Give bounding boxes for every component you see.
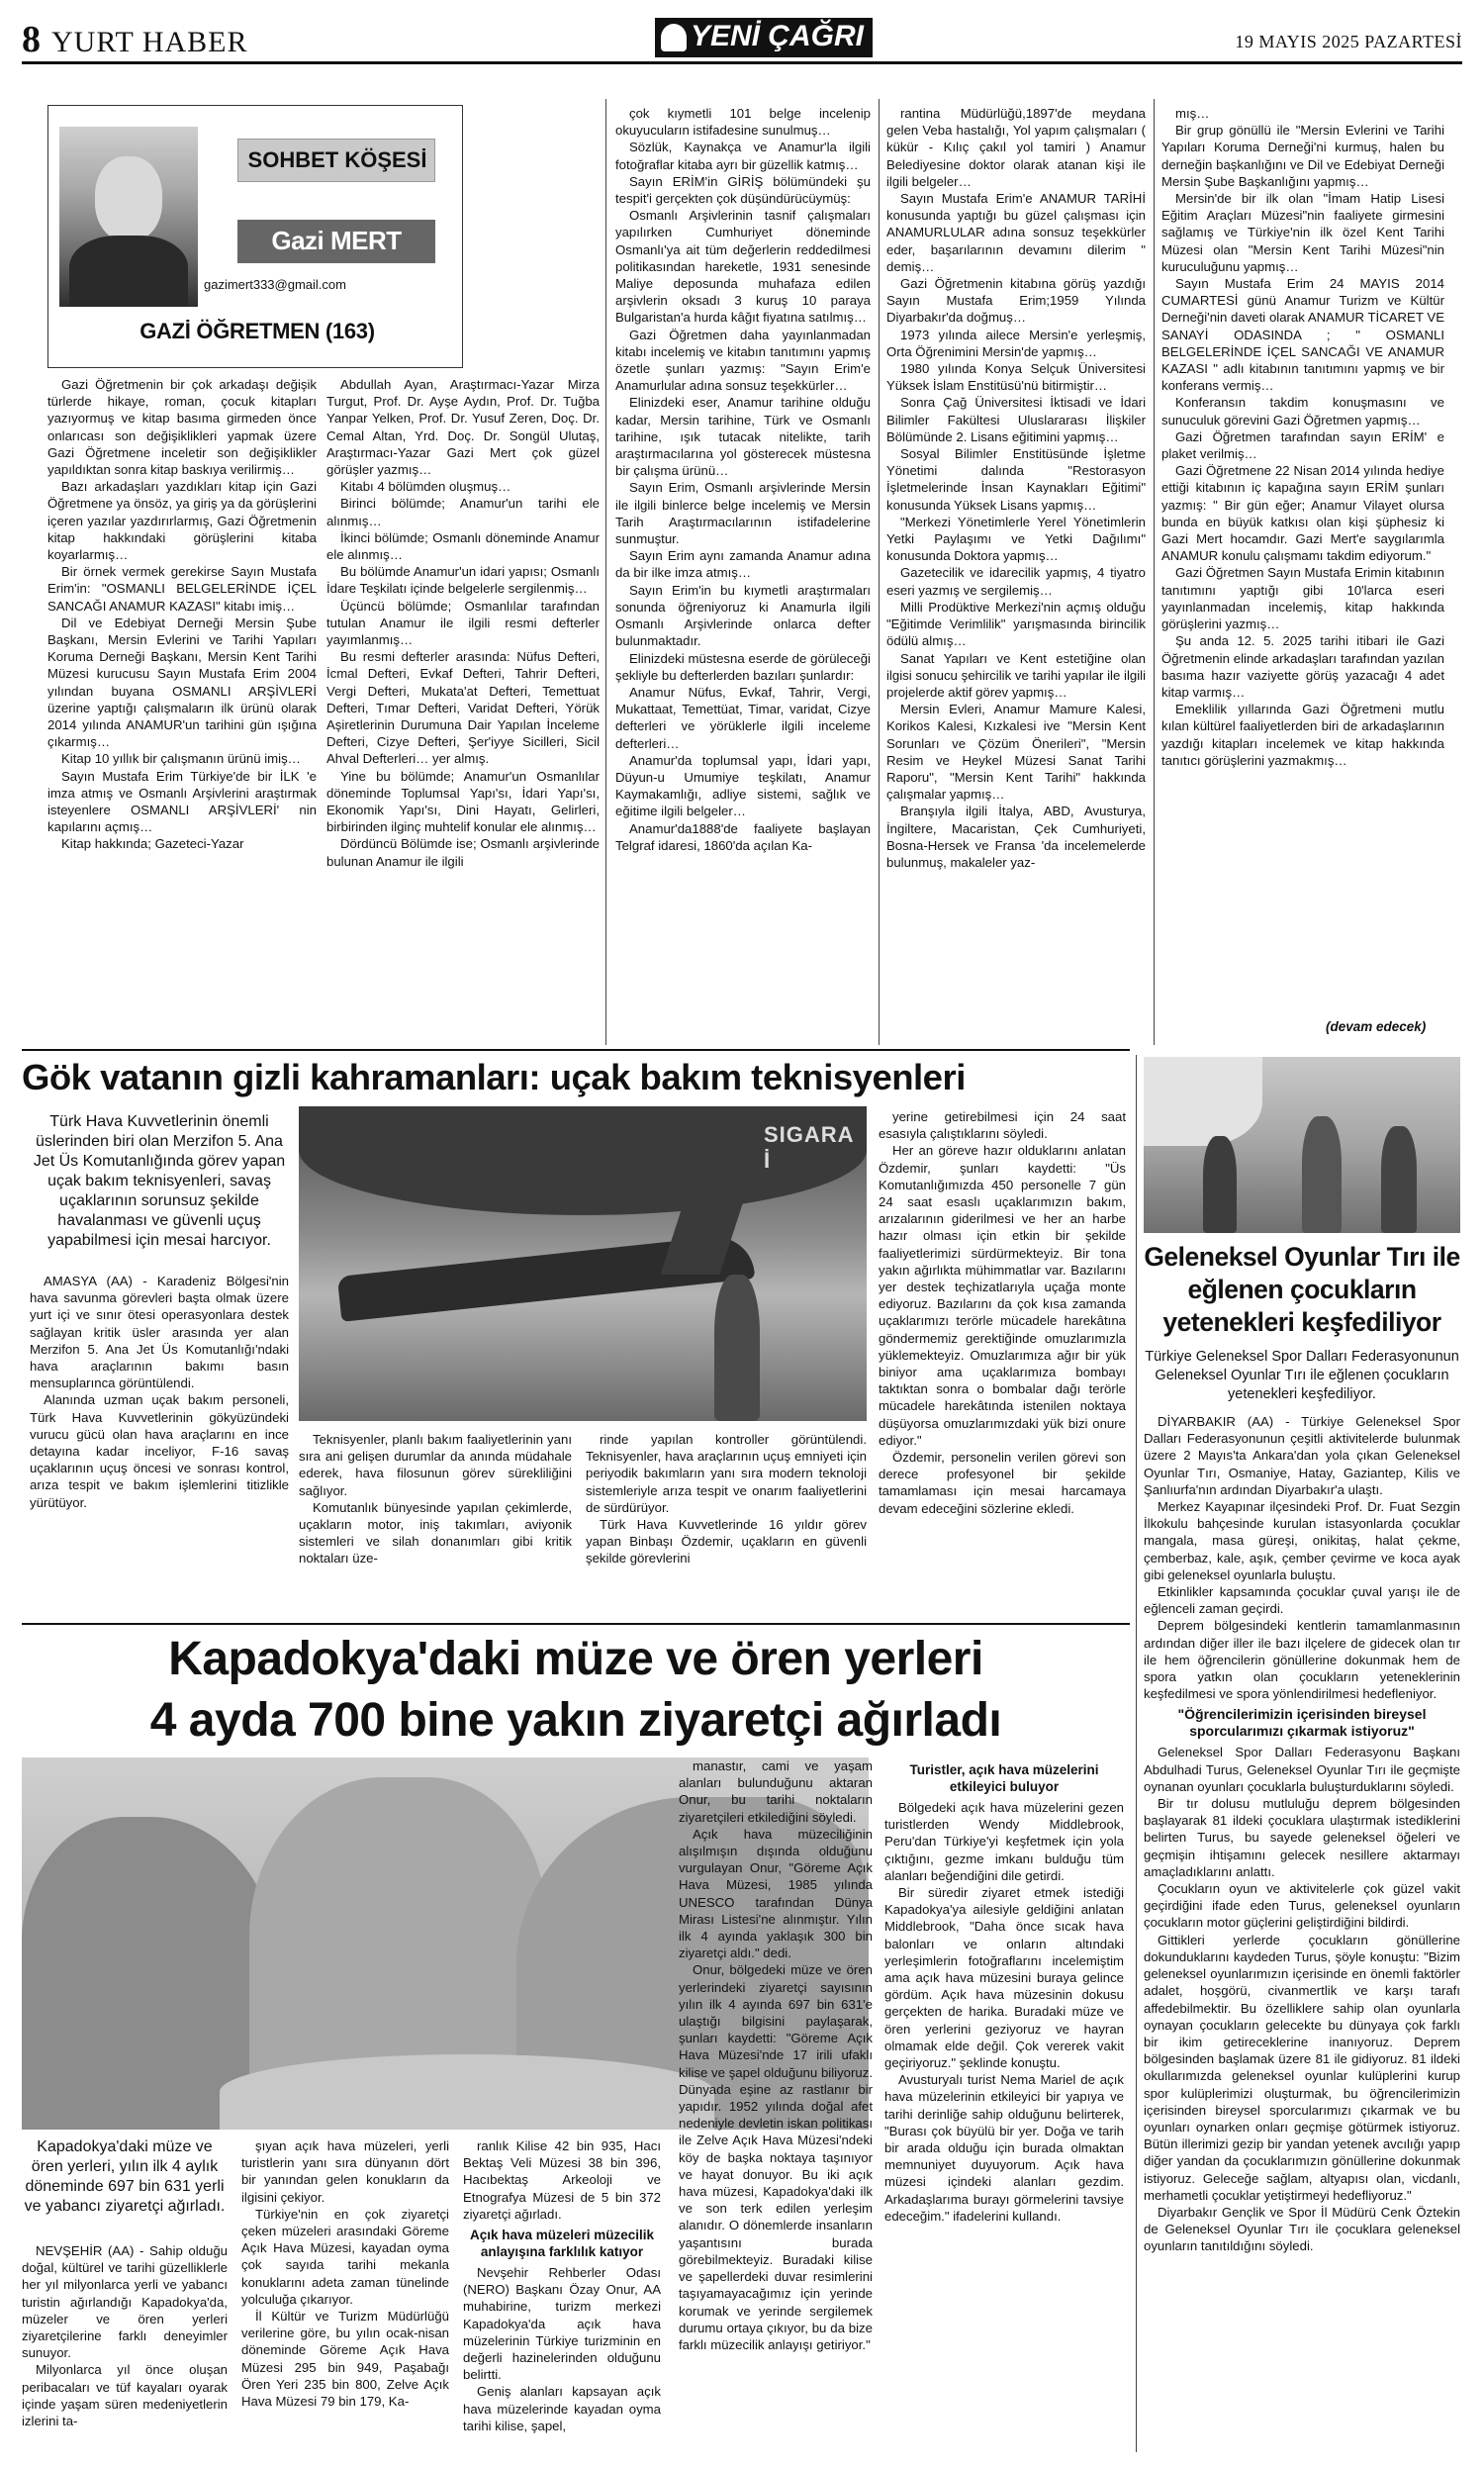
paragraph: Konferansın takdim konuşmasını ve sunuculuk görevini Gazi Öğretmen yapmış…: [1161, 395, 1444, 427]
paragraph: Geniş alanları kapsayan açık hava müzelerinde kayadan oyma tarihi kilise, şapel,: [463, 2384, 661, 2433]
paragraph: Onur, bölgedeki müze ve ören yerlerindeki ziyaretçi sayısının yılın ilk 4 ayında 697 bin 631'e ulaştığı bilgisini paylaşarak, şunları kaydetti: "Göreme Açık Hava Müzesi'nde 17 irili ufaklı kilise ve şapel olduğunu biliyoruz. Dünyada eşine az rastlanır bir yapıdır. 1952 yılında doğal afet nedeniyle devletin iskan politikası ile Zelve Açık Hava Müzesi'ndeki köy de başka noktaya taşınıyor ve hayat donuyor. Bu iki açık hava müzesi, Kapadokya'daki ilk ve son terk edilen yerleşim alanıdır. O dönemlerde insanların yaşantısını burada görebilmekteyiz. Buradaki kilise ve şapellerdeki duvar resimlerini taşıyamayacağımız için yerinde korumak ve yerinde sergilemek durumu ortaya çıkıyor, bu da bize farklı müzecilik anlayışı getiriyor.": [679, 1962, 873, 2352]
paragraph: 1980 yılında Konya Selçuk Üniversitesi Yüksek İslam Enstitüsü'nü bitirmiştir…: [886, 361, 1146, 394]
paragraph: Açık hava müzeciliğinin alışılmışın dışında olduğunu vurgulayan Onur, "Göreme Açık Hava Müzesi, 1985 yılında UNESCO tarafından Dünya Mirası Listesi'ne alınmıştır. Yılın ilk 4 ayında yaklaşık 300 bin ziyaretçi aldı." dedi.: [679, 1826, 873, 1961]
right-divider: [1136, 1055, 1137, 2452]
story1-col4: [879, 1108, 1126, 1517]
paragraph: Sonra Çağ Üniversitesi İktisadi ve İdari Bilimler Fakültesi Uluslararası İlişkiler Bölümünde 2. Lisans eğitimini yapmış…: [886, 395, 1146, 444]
paragraph: Deprem bölgesindeki kentlerin tamamlanmasının ardından diğer iller ile bazı ilçelere de gidecek olan tır ile hem öğrencilerin gönüllerine dokunmak hem de spora yatkın olan çocukların yeteneklerinin keşfedilmesi ve spora yönlendirilmesi hedefleniyor.: [1144, 1618, 1460, 1702]
story2-photo-path: [220, 2054, 714, 2130]
column-text-3: [615, 105, 871, 1041]
story1-col3: [586, 1431, 867, 1567]
story1-text-1: [30, 1273, 289, 1615]
paragraph: Emeklilik yıllarında Gazi Öğretmeni mutlu kılan kültürel faaliyetlerden biri de arkadaşlarının yazdığı kitapları incelemek ve kitap hakkında tanıtıcı görüşlerini yazmakmış…: [1161, 702, 1444, 768]
paragraph: Dördüncü Bölümde ise; Osmanlı arşivlerinde bulunan Anamur ile ilgili: [326, 836, 600, 869]
page-number: 8: [22, 19, 41, 60]
column-title: GAZİ ÖĞRETMEN (163): [139, 319, 375, 343]
story2-text-col-5: [884, 1757, 1124, 2454]
story3-photo: [1144, 1057, 1460, 1233]
paragraph: Şu anda 12. 5. 2025 tarihi itibari ile Gazi Öğretmenin elinde arkadaşları tarafından yazılan basıma hazır vaziyette görüş yazacağı 4 adet kitap varmış…: [1161, 633, 1444, 700]
story2-col1: [22, 2242, 228, 2429]
page-header: [22, 18, 1462, 61]
paragraph: Alanında uzman uçak bakım personeli, Türk Hava Kuvvetlerinin gökyüzündeki vurucu gücü olan hava araçlarını en ince detayına kadar inceliyor, F-16 savaş uçaklarının uçuş öncesi ve sonrası kontrol, arıza tespit ve bakım işlemlerini titizlikle yürütüyor.: [30, 1392, 289, 1510]
paragraph: Kitabı 4 bölümden oluşmuş…: [340, 479, 511, 495]
paragraph: Gazi Öğretmen tarafından sayın ERİM' e plaket verilmiş…: [1161, 428, 1444, 462]
paragraph: Gazi Öğretmenin kitabına görüş yazdığı Sayın Mustafa Erim;1959 Yılında Diyarbakır'da doğmuş…: [886, 276, 1146, 326]
paragraph: Gittikleri yerlerde çocukların gönüllerine dokunduklarını kaydeden Turus, şöyle konuştu: "Bizim geleneksel oyunlarımızın içerisinde en önemli faktörler adalet, hoşgörü, civanmertlik ve karşı tarafı affedebilmektir. Bu özelliklere sahip olan oyunlarla oynayan çocukların gelecekte bu dünyaya çok farklı bir ikim getireceklerine inanıyoruz. Deprem bölgesinden başlamak üzere 81 ile gidiyoruz. 81 ildeki okullarımızda geleneksel oyunlar kulüplerini kurup spor kulüplerimizi oluşturmak, bu öğrencilerimizin içerisinden bireysel sporcularımızı çıkarmak ve bu oyunları oynarken onları geçmişe götürmek istiyoruz. Bütün illerimizi gezip bir yandan yetenek avcılığı yapıp diğer yandan da çocuklarımızın gönüllerine dokunmak istiyoruz. Geleceğe sağlam, altyapısı olan, vicdanlı, merhametli çocuklar yetiştirmeyi hedefliyoruz.": [1144, 1932, 1460, 2203]
paragraph: Bir grup gönüllü ile "Mersin Evlerini ve Tarihi Yapıları Koruma Derneği'ni kurmuş, halen bu derneğin başkanlığını ve Dil ve Edebiyat Derneği Mersin Şube Başkanlığını yapmış…: [1161, 123, 1444, 189]
column-continued: (devam edecek): [1326, 1019, 1427, 1034]
author-photo-body: [69, 236, 188, 307]
paragraph: Sayın Mustafa Erim Türkiye'de bir İLK 'e imza atmış ve Osmanlı Arşivlerini araştırmak isteyenlere OSMANLI ARŞİVLERİ' nin kapılarını açmış…: [47, 768, 317, 835]
story1-headline: Gök vatanın gizli kahramanları: uçak bakım teknisyenleri: [22, 1057, 966, 1097]
paragraph: manastır, cami ve yaşam alanları bulunduğunu aktaran Onur, bu tarihi noktaların ziyaretçileri etkilediğini söyledi.: [679, 1758, 873, 1825]
paragraph: Branşıyla ilgili İtalya, ABD, Avusturya, İngiltere, Macaristan, Çek Cumhuriyeti, Bosna-Hersek ve Fransa 'da incelemelerde bulunmuş, makaleler yaz-: [886, 804, 1146, 870]
story3-text-1: [1144, 1413, 1460, 2452]
paragraph: Gazi Öğretmene 22 Nisan 2014 yılında hediye ettiği kitabının iç kapağına sayın ERİM şunları yazmış: " Bir gün eğer; Anamur Vilayet olursa bunda en büyük katkısı olan kişi şüphesiz ki Gazi Mert hocamdır. Gazi Mert'e saygılarımla ANAMUR konulu çalışmamı takdim ediyorum.": [1161, 463, 1444, 564]
paragraph: Geleneksel Spor Dalları Federasyonu Başkanı Abdulhadi Turus, Geleneksel Oyunlar Tırı ile geçmişte oynanan oyunları çocuklarla buluşturduklarını söyledi.: [1144, 1745, 1460, 1794]
paragraph: Bir örnek vermek gerekirse Sayın Mustafa Erim'in: "OSMANLI BELGELERİNDE İÇEL SANCAĞI ANAMUR KAZASI" kitabı imiş…: [47, 564, 317, 614]
paragraph: İkinci bölümde; Osmanlı döneminde Anamur ele alınmış…: [326, 529, 600, 563]
paragraph: Diyarbakır Gençlik ve Spor İl Müdürü Cenk Öztekin de Geleneksel Oyunlar Tırı ile çocuklara geleneksel oyunların tanıtıldığını söyledi.: [1144, 2204, 1460, 2254]
paragraph: NEVŞEHİR (AA) - Sahip olduğu doğal, kültürel ve tarihi güzelliklerle her yıl milyonlarca yerli ve yabancı turistin ağırlandığı Kapadokya'da, müzeler ve ören yerleri ziyaretçilerine farklı deneyimler sunuyor.: [22, 2243, 228, 2361]
story2-text-col-4: [679, 1757, 873, 2454]
column-author-text: Gazi MERT: [271, 226, 402, 255]
column-kicker-text: SOHBET KÖŞESİ: [247, 147, 427, 172]
story1-photo-technician: [714, 1275, 760, 1421]
story2-lede: Kapadokya'daki müze ve ören yerleri, yılın ilk 4 aylık döneminde 697 bin 631 yerli ve yabancı ziyaretçi ağırladı.: [24, 2138, 226, 2215]
author-photo-face: [95, 156, 162, 241]
paragraph: Mersin'de bir ilk olan "İmam Hatip Lisesi Eğitim Araçları Müzesi"nin faaliyete girmesini sağlamış ve Türkiye'nin ilk özel Kent Tarihi Müzesi olan "Mersin Kent Tarihi Müzesi"nin kuruculuğunu yapmış…: [1161, 191, 1444, 274]
paragraph: Üçüncü bölümde; Osmanlılar tarafından tutulan Anamur ile ilgili resmi defterler yayımlanmış…: [326, 598, 600, 648]
paragraph: Kitap hakkında; Gazeteci-Yazar: [61, 836, 244, 852]
paragraph: Komutanlık bünyesinde yapılan çekimlerde, uçakların motor, iniş takımları, aviyonik sistemleri ve silah donanımları gibi kritik noktaları üze-: [299, 1499, 572, 1566]
story3-photo-tent: [1144, 1057, 1262, 1146]
paragraph: Sayın ERİM'in GİRİŞ bölümündeki şu tespit'i gerçekten çok düşündürücüymüş:: [615, 173, 871, 207]
paragraph: Sözlük, Kaynakça ve Anamur'la ilgili fotoğraflar kitaba ayrı bir güzellik katmış…: [615, 140, 871, 172]
paragraph: Bir tır dolusu mutluluğu deprem bölgesinden başlayarak 81 ildeki çocuklara ulaştırmak istediklerini belirten Turus, bu sayede geleneksel öğeleri ve geçmişin ihtişamını gelecek nesillere aktarmayı amaçladıklarını anlattı.: [1144, 1796, 1460, 1879]
story3-photo-child-2: [1302, 1116, 1342, 1233]
story3-photo-child-3: [1381, 1126, 1417, 1233]
paragraph: Kitap 10 yıllık bir çalışmanın ürünü imiş…: [61, 751, 301, 767]
paragraph: Anamur'da toplumsal yapı, İdari yapı, Düyun-u Umumiye teşkilatı, Anamur Kaymakamlığı, adliye sistemi, sağlık ve eğitime ilgili belgeler…: [615, 752, 871, 819]
story2-col4: [679, 1757, 873, 2353]
story1-text-2: [299, 1431, 572, 1619]
story3-photo-child-1: [1203, 1136, 1237, 1233]
paragraph: Gazi Öğretmen Sayın Mustafa Erimin kitabının tanıtımını yaptığı gibi 10'larca eseri yayınlanmadan incelemiş, kitap hakkında görüşlerini yazmış…: [1161, 565, 1444, 632]
story1-text-3: [586, 1431, 867, 1619]
paragraph: Sayın Mustafa Erim'e ANAMUR TARİHİ konusunda yaptığı bu güzel çalışması için ANAMURLULAR adına sonsuz teşekkürler eder, başarılarının devamını dilerim " demiş…: [886, 191, 1146, 274]
paragraph: Yine bu bölümde; Anamur'un Osmanlılar döneminde Toplumsal Yapı'sı, İdari Yapı'sı, Ekonomik Yapı'sı, Dini Hayatı, Gelirleri, birbirinden ilginç muhtelif konular ele alınmış…: [326, 768, 600, 835]
paragraph: Milyonlarca yıl önce oluşan peribacaları ve tüf kayaları oyarak içinde yaşam süren medeniyetlerin izlerini ta-: [22, 2362, 228, 2429]
paragraph: DİYARBAKIR (AA) - Türkiye Geleneksel Spor Dalları Federasyonunun çeşitli aktivitelerde bulunmak üzere 2 Mayıs'ta Ankara'dan yola çıkan Geleneksel Oyunlar Tırı, Osmaniye, Hatay, Gaziantep, Kilis ve Şanlıurfa'nın ardından Diyarbakır'a ulaştı.: [1144, 1414, 1460, 1497]
column-divider-3: [1154, 99, 1155, 1045]
paragraph: Bu resmi defterler arasında: Nüfus Defteri, İcmal Defteri, Evkaf Defteri, Tahrir Defteri, Vergi Defteri, Mukata'at Defteri, Temettuat Defteri, Tımar Defteri, Varidat Defteri, Yörük Aşiretlerinin Durumuna Dair Yapılan İnceleme Defteri, Cizye Defteri, Şer'iyye Sicilleri, Sicil Ahval Defterleri… yer almış.: [326, 649, 600, 767]
paragraph: İl Kültür ve Turizm Müdürlüğü verilerine göre, bu yılın ocak-nisan döneminde Göreme Açık Hava Müzesi 295 bin 949, Paşabağı Ören Yeri 235 bin 800, Zelve Açık Hava Müzesi 79 bin 179, Ka-: [241, 2309, 449, 2410]
paragraph: Osmanlı Arşivlerinin tasnif çalışmaları yapılırken Cumhuriyet döneminde Osmanlı'ya ait tüm değerlerin reddedilmesi politikasından hareketle, 1931 senesinde Maliye deposunda muhafaza edilen arşivlerin oksadı 3 kuruş 10 paraya Bulgaristan'a hurda kâğıt fiyatına satılmış…: [615, 208, 871, 326]
paragraph: Her an göreve hazır olduklarını anlatan Özdemir, şunları kaydetti: "Üs Komutanlığımızda 450 personelle 7 gün 24 saat esaslı uçaklarımızın bakım, arızalarının giderilmesi ve her an harbe hazır olması için etkin bir şekilde faaliyetlerimizi sürdürmekteyiz. Bir tona yakın ağırlıkta mühimmatlar var. Bazılarını yer destek teçhizatlarıyla uçağa monte ediyoruz. Bazılarını da çok kısa zamanda uçaklarımızı terörle mücadele harekâtına göndermemiz gerektiğinde omuzlarımızla yüklemekteyiz. Omuzlarımıza ağır bir yük biniyor ama uçaklarımıza bombayı taktıktan sonra o bombalar dağı terörle mücadele harekâtında istenilen noktaya düşüyorsa omuzlarımızdaki yük bizi onure ediyor.": [879, 1143, 1126, 1448]
story3-col1: [1144, 1413, 1460, 1702]
paragraph: Sosyal Bilimler Enstitüsünde İşletme Yönetimi dalında "Restorasyon İşletmelerinde İnsan Kaynakları Eğitimi" konusunda Yüksek Lisans yapmış…: [886, 446, 1146, 513]
author-photo: [59, 127, 198, 307]
paragraph: yerine getirebilmesi için 24 saat esasıyla çalıştıklarını söyledi.: [879, 1109, 1126, 1142]
paragraph: "Merkezi Yönetimlerle Yerel Yönetimlerin Yetki Paylaşımı ve Yetki Dağılımı" konusunda Doktora yapmış…: [886, 514, 1146, 564]
column-text-2: [326, 376, 600, 1041]
issue-date: 19 MAYIS 2025 PAZARTESİ: [1235, 32, 1462, 51]
paragraph: Bu bölümde Anamur'un idari yapısı; Osmanlı İdare Teşkilatı içinde belgelerle sergilenmiş…: [326, 564, 600, 597]
story2-col5: [884, 1799, 1124, 2225]
paragraph: Sayın Mustafa Erim 24 MAYIS 2014 CUMARTESİ günü Anamur Turizm ve Kültür Derneği'nin daveti olarak ANAMUR TİCARET VE SANAYİ ODASINDA ; " OSMANLI BELGELERİNDE İÇEL SANCAĞI VE ANAMUR KAZASI " adlı kitabının tanıtımını yapmış ve bir konferans vermiş…: [1161, 276, 1444, 394]
paragraph: Sanat Yapıları ve Kent estetiğine olan ilgisi sonucu şehircilik ve tarihi yapılar ile ilgili projelerde aktif görev yapmış…: [886, 650, 1146, 700]
column-divider-1: [605, 99, 606, 1045]
story3-subhead: "Öğrencilerimizin içerisinden bireysel sporcularımızı çıkarmak istiyoruz": [1177, 1706, 1427, 1740]
paragraph: Milli Prodüktive Merkezi'nin açmış olduğu "Eğitimde Verimlilik" yarışmasında birincilik ödülü almış…: [886, 599, 1146, 649]
paragraph: çok kıymetli 101 belge incelenip okuyucuların istifadesine sunulmuş…: [615, 106, 871, 139]
story1-lede: Türk Hava Kuvvetlerinin önemli üslerinden biri olan Merzifon 5. Ana Jet Üs Komutanlığında görev yapan uçak bakım teknisyenleri, savaş uçaklarının sorunsuz şekilde havalanması ve güvenli uçuş yapabilmesi için mesai harcıyor.: [33, 1113, 286, 1249]
column-col3: [615, 105, 871, 854]
paragraph: Merkez Kayapınar ilçesindeki Prof. Dr. Fuat Sezgin İlkokulu bahçesinde kurulan istasyonlarda çocuklar mangala, masa güreşi, onikitaş, halat çekme, çemberbaz, kale, aşık, çember çevirme ve koca ayak gibi geleneksel oyunlarla buluştu.: [1144, 1499, 1460, 1582]
paragraph: Gazetecilik ve idarecilik yapmış, 4 tiyatro eseri yazmış ve sergilemiş…: [886, 565, 1146, 598]
paragraph: mış…: [1175, 106, 1210, 121]
story1-text-4: [879, 1108, 1126, 1619]
paragraph: rantina Müdürlüğü,1897'de meydana gelen Veba hastalığı, Yol yapım çalışmaları ( kükür - Kılıç çakıl yol tamiri ) Anamur Belediyesine doktor olarak atanan kişi ile ilgili belgeler…: [886, 106, 1146, 189]
paragraph: Sayın Erim'in bu kıymetli araştırmaları sonunda öğreniyoruz ki Anamurla ilgili Osmanlı Arşivlerinde onlarca defter bulunmaktadır.: [615, 582, 871, 649]
paragraph: Anamur Nüfus, Evkaf, Tahrir, Vergi, Mukattaat, Temettüat, Timar, varidat, Cizye defterleri ve yörüklerle ilgili inceleme defterleri…: [615, 684, 871, 751]
story2-text-2: [241, 2137, 449, 2454]
story2-subhead-1: Açık hava müzeleri müzecilik anlayışına farklılık katıyor: [469, 2228, 655, 2260]
column-divider-2: [879, 99, 880, 1045]
logo-emblem-icon: [661, 24, 687, 51]
paragraph: Avusturyalı turist Nema Mariel de açık hava müzelerinin etkileyici bir yapıya ve tarihi derinliğe sahip olduğunu belirterek, "Burası çok büyülü bir yer. Doğa ve tarih bir arada olduğu için burada olmaktan memnuniyet duyuyorum. Açık hava müzesi içindeki alanları gezdim. Arkadaşlarıma burayı görmelerini tavsiye edeceğim." ifadelerini kullandı.: [884, 2072, 1124, 2224]
column-col2: [326, 376, 600, 870]
paragraph: Bazı arkadaşları yazdıkları kitap için Gazi Öğretmene ya önsöz, ya giriş ya da görüşlerini içeren yazılar yazdırırlarmış, Gazi Öğretmenin kitap hakkındaki görüşlerini kitaba koyarlarmış…: [47, 479, 317, 563]
paragraph: Etkinlikler kapsamında çocuklar çuval yarışı ile de eğlenceli zaman geçirdi.: [1144, 1584, 1460, 1617]
story3-col2: [1144, 1744, 1460, 2254]
paragraph: Teknisyenler, planlı bakım faaliyetlerinin yanı sıra ani gelişen durumlar da anında müdahale ederek, hava filosunun görev sürekliliğini sağlıyor.: [299, 1432, 572, 1498]
section-title: YURT HABER: [51, 26, 248, 58]
story1-col2: [299, 1431, 572, 1567]
paragraph: Bölgedeki açık hava müzelerini gezen turistlerden Wendy Middlebrook, Peru'dan Türkiye'yi keşfetmek için yola çıktığını, gezme imkanı bulduğu tüm alanları beğendiğini dile getirdi.: [884, 1800, 1124, 1883]
section-rule-2: [22, 1623, 1130, 1625]
paragraph: Türk Hava Kuvvetlerinde 16 yıldır görev yapan Binbaşı Özdemir, uçakların en güvenli şekilde görevlerini: [586, 1517, 867, 1566]
column-text-5: [1161, 105, 1444, 1019]
paragraph: Sayın Erim aynı zamanda Anamur adına da bir ilke imza atmış…: [615, 548, 871, 581]
paragraph: Nevşehir Rehberler Odası (NERO) Başkanı Özay Onur, AA muhabirine, turizm merkezi Kapadokya'da açık hava müzelerinin Türkiye turizminin en değerli hazinelerinden olduğunu belirtti.: [463, 2265, 661, 2383]
column-text-4: [886, 105, 1146, 1041]
paragraph: rinde yapılan kontroller görüntülendi. Teknisyenler, hava araçlarının uçuş emniyeti için periyodik bakımların yanı sıra modern teknoloji sistemleriyle arıza tespit ve onarım faaliyetlerini de sürdürüyor.: [586, 1432, 867, 1515]
logo-text: YENİ ÇAĞRI: [691, 20, 865, 52]
paragraph: Sayın Erim, Osmanlı arşivlerinde Mersin ile ilgili binlerce belge incelemiş ve Mersin Tarih Araştırmacılarının istifadelerine sunmuştur.: [615, 480, 871, 547]
story2-text-1: [22, 2242, 228, 2454]
paragraph: Abdullah Ayan, Araştırmacı-Yazar Mirza Turgut, Prof. Dr. Ayşe Aydın, Prof. Dr. Tuğba Yanpar Yelken, Prof. Dr. Yusuf Zeren, Doç. Dr. Cemal Altan, Yrd. Doç. Dr. Songül Ulutaş, Araştırmacı-Yazar Gazi Mert çok güzel görüşler yazmış…: [326, 377, 600, 478]
story1-col1: [30, 1273, 289, 1511]
paragraph: Elinizdeki müstesna eserde de görüleceği şekliyle bu defterlerden bazıları şunlardır:: [615, 650, 871, 683]
section-rule-1: [22, 1049, 1130, 1051]
story2-subhead-2: Turistler, açık hava müzelerini etkileyici buluyor: [909, 1762, 1099, 1794]
story2-col3b: [463, 2264, 661, 2434]
paragraph: Anamur'da1888'de faaliyete başlayan Telgraf idaresi, 1860'da açılan Ka-: [615, 820, 871, 853]
paragraph: Gazi Öğretmenin bir çok arkadaşı değişik türlerde hikaye, roman, çocuk kitapları yazıyormuş ve kitap basıma girmeden önce onlarıcası son değişiklikleri yapmak üzere Gazi Öğretmene inceletir son değişiklikler yapıldıktan sonra kitap baskıya verilirmiş…: [47, 377, 317, 478]
paragraph: şıyan açık hava müzeleri, yerli turistlerin yanı sıra dünyanın dört bir yanından gelen konukların da ilgisini çekiyor.: [241, 2138, 449, 2205]
header-rule: [22, 61, 1462, 64]
story2-headline-2: 4 ayda 700 bine yakın ziyaretçi ağırladı: [149, 1694, 1002, 1747]
paragraph: Birinci bölümde; Anamur'un tarihi ele alınmış…: [326, 496, 600, 528]
column-text-1: [47, 376, 317, 1041]
story2-col2: [241, 2137, 449, 2410]
paragraph: 1973 yılında ailece Mersin'e yerleşmiş, Orta Öğrenimini Mersin'de yapmış…: [886, 327, 1146, 359]
newspaper-logo: [655, 18, 873, 57]
story2-headline-1: Kapadokya'daki müze ve ören yerleri: [168, 1633, 983, 1685]
column-col4: [886, 105, 1146, 871]
story2-col3: [463, 2137, 661, 2223]
column-col1: [47, 376, 317, 853]
paragraph: Mersin Evleri, Anamur Mamure Kalesi, Korikos Kalesi, Kızkalesi ive "Mersin Kent Sorunları ve Çözüm Önerileri", "Mersin Resim ve Heykel Müzesi Sanat Tarihi Raporu", "Mersin Kent Tarihi" hakkında çalışmalar yapmış…: [886, 702, 1146, 803]
story3-lede: Türkiye Geleneksel Spor Dalları Federasyonunun Geleneksel Oyunlar Tırı ile eğlenen çocukların yetenekleri keşfediliyor.: [1145, 1349, 1459, 1402]
paragraph: Dil ve Edebiyat Derneği Mersin Şube Başkanı, Mersin Evlerini ve Tarihi Yapıları Koruma Derneği Başkanı, Mersin Kent Tarihi Müzesi kurucusu Sayın Mustafa Erim 2004 yılından buyana OSMANLI ARŞİVLERİ üzerine yaptığı çalışmaların ilk ürünü olarak 2014 yılında ANAMUR'un tarihini gün ışığına çıkarmış…: [47, 615, 317, 750]
column-author: [237, 220, 435, 263]
paragraph: Özdemir, personelin verilen görevi son derece profesyonel bir şekilde tamamlaması için mesai harcamaya devam edeceğini sözlerine ekledi.: [879, 1450, 1126, 1516]
paragraph: Elinizdeki eser, Anamur tarihine olduğu kadar, Mersin tarihine, Türk ve Osmanlı tarihine, ışık tutacak nitelikte, tarih araştırmacılarına yol gösterecek müstesna bir çalışma ürünü…: [615, 395, 871, 479]
column-col5: [1161, 105, 1444, 769]
story2-text-3: [463, 2137, 661, 2454]
paragraph: ranlık Kilise 42 bin 935, Hacı Bektaş Veli Müzesi 38 bin 396, Hacıbektaş Arkeoloji ve Etnografya Müzesi de 5 bin 372 ziyaretçi ağırladı.: [463, 2138, 661, 2222]
paragraph: Gazi Öğretmen daha yayınlanmadan kitabı incelemiş ve kitabın tanıtımını yapmış özetle şunları yazmış: "Sayın Erim'e Anamurlular adına sonsuz teşekkürler…: [615, 327, 871, 394]
paragraph: AMASYA (AA) - Karadeniz Bölgesi'nin hava savunma görevleri başta olmak üzere yurt içi ve sınır ötesi operasyonlara destek sağlayan kritik üsler arasında yer alan Merzifon 5. Ana Jet Üs Komutanlığı'ndaki hava araçlarının bakımı basın mensuplarınca görüntülendi.: [30, 1274, 289, 1391]
paragraph: Türkiye'nin en çok ziyaretçi çeken müzeleri arasındaki Göreme Açık Hava Müzesi, kayadan oyma çok sayıda tarihi mekanla konuklarını adeta zaman tünelinde yolculuğa çıkarıyor.: [241, 2206, 449, 2307]
paragraph: Çocukların oyun ve aktivitelerle çok güzel vakit geçirdiğini ifade eden Turus, geleneksel oyunların çocukların motor güçlerini geliştirdiğini bildirdi.: [1144, 1881, 1460, 1931]
author-email: gazimert333@gmail.com: [204, 277, 346, 292]
story3-headline: Geleneksel Oyunlar Tırı ile eğlenen çocukların yetenekleri keşfediliyor: [1144, 1242, 1460, 1337]
story1-photo-sign: SIGARA İ: [764, 1122, 854, 1173]
column-kicker: [237, 139, 435, 182]
paragraph: Bir süredir ziyaret etmek istediği Kapadokya'ya ailesiyle geldiğini anlatan Middlebrook, "Daha önce sıcak hava balonları ve onların altındaki yerleşimlerin fotoğraflarını incelemiştim ama açık hava müzesini buraya gelince gördüm. Açık hava müzesinin dokusu gerçekten de harika. Buradaki müze ve ören yerlerini geziyoruz ve hayran olmamak elde değil. Çok vererek vakit geçiriyoruz." şeklinde konuştu.: [884, 1885, 1124, 2071]
story1-photo: [299, 1106, 867, 1421]
